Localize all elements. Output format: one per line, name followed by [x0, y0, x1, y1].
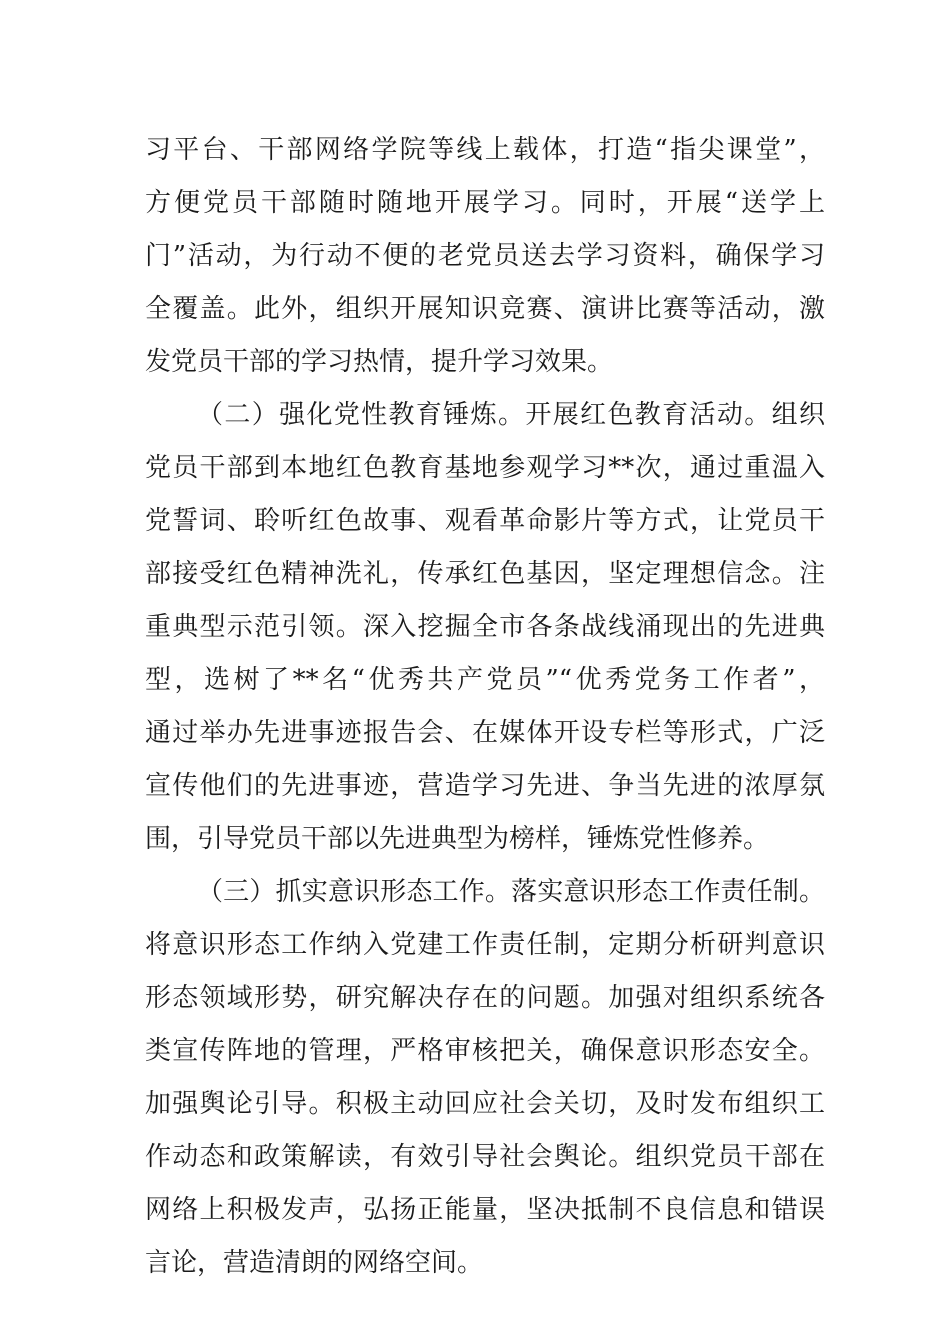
text-line: 作动态和政策解读，有效引导社会舆论。组织党员干部在	[145, 1142, 825, 1172]
text-line: 发党员干部的学习热情，提升学习效果。	[145, 347, 614, 377]
text-line: 宣传他们的先进事迹，营造学习先进、争当先进的浓厚氛	[145, 771, 825, 801]
section-heading-line: （三）抓实意识形态工作。落实意识形态工作责任制。	[197, 877, 825, 907]
text-line: 形态领域形势，研究解决存在的问题。加强对组织系统各	[145, 983, 825, 1013]
text-line: 党员干部到本地红色教育基地参观学习**次，通过重温入	[145, 453, 825, 483]
text-line: 习平台、干部网络学院等线上载体，打造“指尖课堂”，	[145, 135, 825, 165]
text-line: 全覆盖。此外，组织开展知识竞赛、演讲比赛等活动，激	[145, 294, 825, 324]
text-line: 围，引导党员干部以先进典型为榜样，锤炼党性修养。	[145, 824, 770, 854]
text-line: 部接受红色精神洗礼，传承红色基因，坚定理想信念。注	[145, 559, 825, 589]
text-line: 网络上积极发声，弘扬正能量，坚决抵制不良信息和错误	[145, 1195, 825, 1225]
text-line: 言论，营造清朗的网络空间。	[145, 1248, 484, 1278]
text-line: 方便党员干部随时随地开展学习。同时，开展“送学上	[145, 188, 825, 218]
text-line: 类宣传阵地的管理，严格审核把关，确保意识形态安全。	[145, 1036, 825, 1066]
text-line: 型，选树了**名“优秀共产党员”“优秀党务工作者”，	[145, 665, 825, 695]
text-line: 加强舆论引导。积极主动回应社会关切，及时发布组织工	[145, 1089, 825, 1119]
text-line: 通过举办先进事迹报告会、在媒体开设专栏等形式，广泛	[145, 718, 825, 748]
text-line: 门”活动，为行动不便的老党员送去学习资料，确保学习	[145, 241, 825, 271]
body-text	[145, 124, 825, 1290]
text-line: 将意识形态工作纳入党建工作责任制，定期分析研判意识	[145, 930, 825, 960]
section-heading-line: （二）强化党性教育锤炼。开展红色教育活动。组织	[197, 400, 825, 430]
text-line: 重典型示范引领。深入挖掘全市各条战线涌现出的先进典	[145, 612, 825, 642]
text-line: 党誓词、聆听红色故事、观看革命影片等方式，让党员干	[145, 506, 825, 536]
